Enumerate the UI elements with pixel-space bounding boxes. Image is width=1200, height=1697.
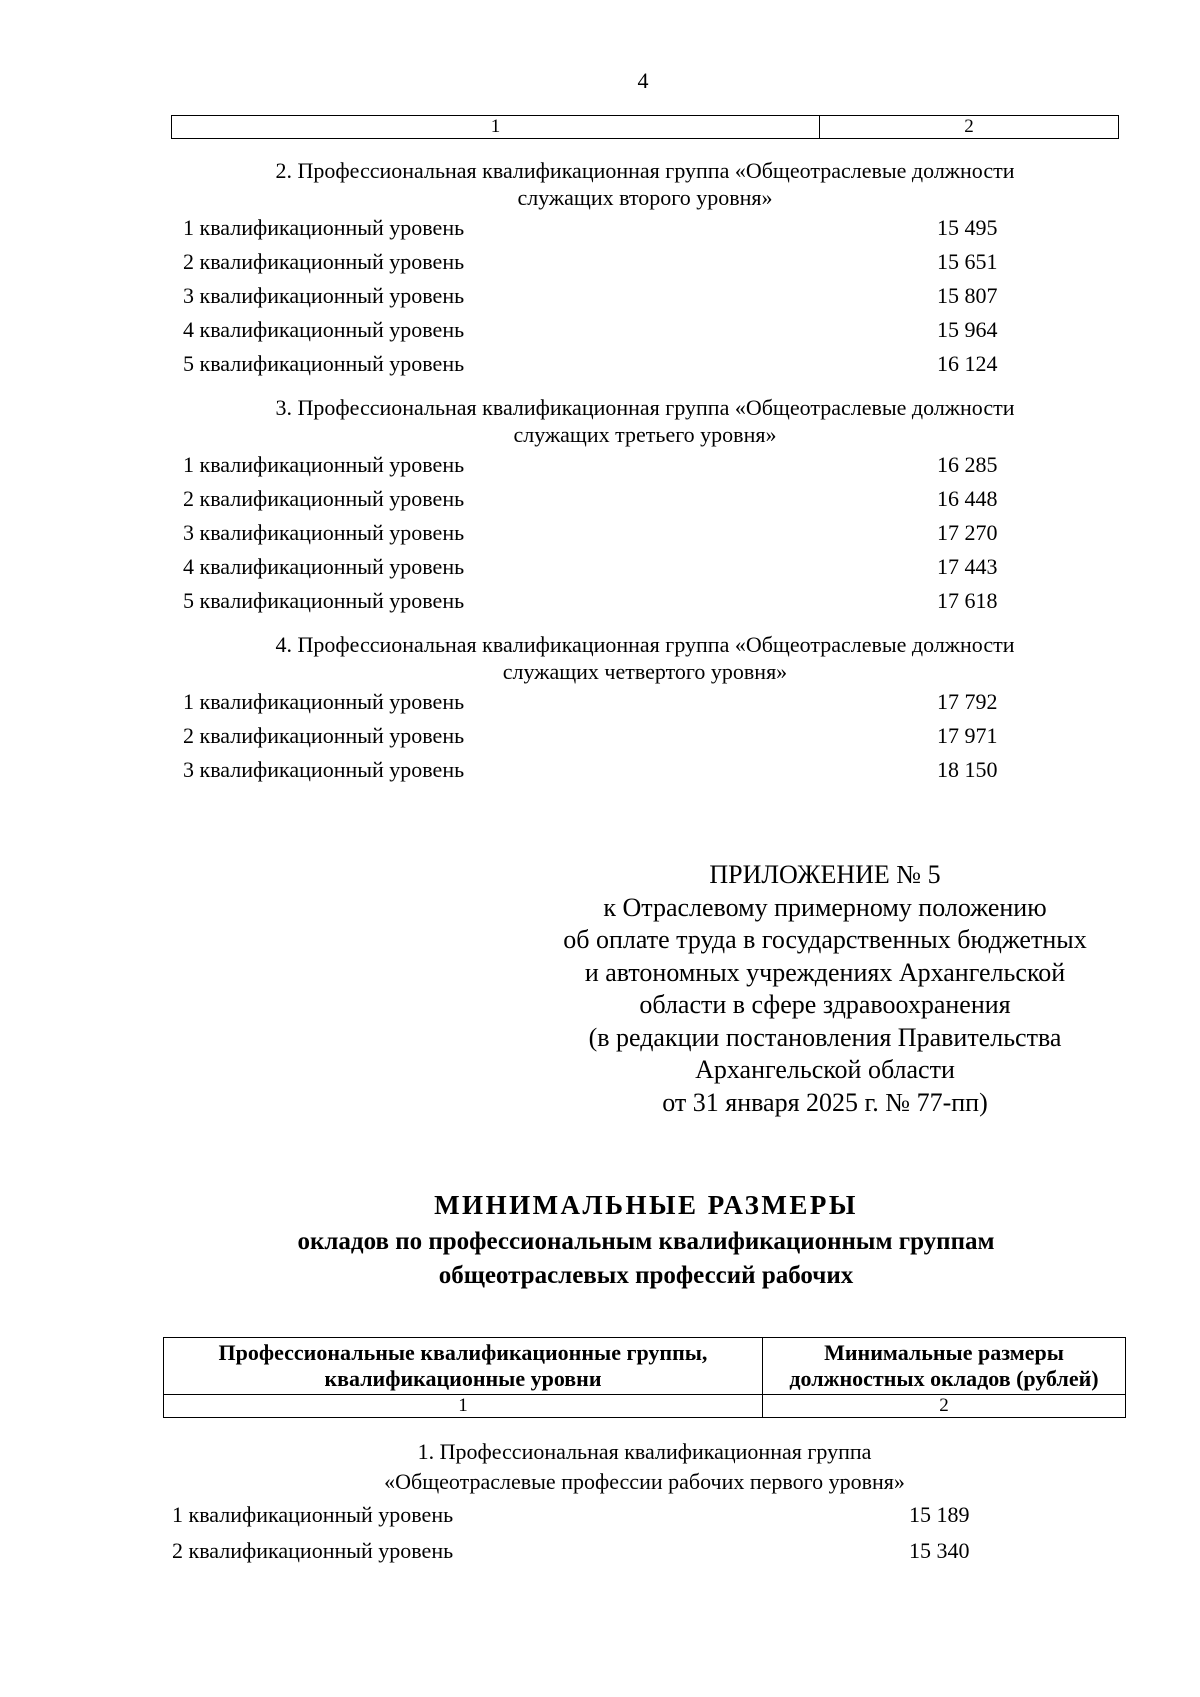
level-label: 3 квалификационный уровень — [183, 520, 465, 545]
document-subtitle: окладов по профессиональным квалификационным группам — [297, 1228, 995, 1255]
appendix-line: и автономных учреждениях Архангельской — [584, 957, 1066, 987]
column-number-1: 1 — [172, 116, 820, 138]
page-number: 4 — [637, 68, 649, 93]
table-row — [183, 315, 1103, 345]
level-label: 4 квалификационный уровень — [183, 554, 465, 579]
salary-value: 15 495 — [937, 215, 998, 240]
table-row — [183, 247, 1103, 277]
salary-value: 15 807 — [937, 283, 998, 308]
salary-value: 17 618 — [937, 588, 998, 613]
appendix-line: от 31 января 2025 г. № 77-пп) — [662, 1087, 988, 1117]
table-row — [183, 552, 1103, 582]
salary-table-header — [163, 1337, 1126, 1418]
salary-value: 17 971 — [937, 723, 998, 748]
table-header-row — [164, 1338, 1126, 1395]
table-row — [183, 586, 1103, 616]
header-text: должностных окладов (рублей) — [789, 1366, 1099, 1391]
salary-value: 16 448 — [937, 486, 998, 511]
level-label: 3 квалификационный уровень — [183, 283, 465, 308]
salary-value: 15 651 — [937, 249, 998, 274]
level-label: 2 квалификационный уровень — [183, 249, 465, 274]
document-subtitle: общеотраслевых профессий рабочих — [438, 1262, 854, 1289]
group-heading-line: 2. Профессиональная квалификационная группа «Общеотраслевые должности — [275, 158, 1015, 183]
level-label: 5 квалификационный уровень — [183, 351, 465, 376]
level-label: 1 квалификационный уровень — [183, 215, 465, 240]
group-heading — [171, 394, 1119, 448]
group-heading — [171, 157, 1119, 211]
salary-value: 15 189 — [909, 1502, 970, 1527]
table-row — [183, 721, 1103, 751]
group-heading-line: служащих второго уровня» — [517, 185, 773, 210]
table-row — [183, 687, 1103, 717]
salary-value: 18 150 — [937, 757, 998, 782]
group-heading — [171, 631, 1119, 685]
column-number-2: 2 — [763, 1395, 1126, 1418]
salary-value: 16 285 — [937, 452, 998, 477]
salary-value: 17 792 — [937, 689, 998, 714]
level-label: 3 квалификационный уровень — [183, 757, 465, 782]
column-number-row — [164, 1395, 1126, 1418]
table-row — [183, 213, 1103, 243]
table-row — [183, 450, 1103, 480]
header-cell-groups — [164, 1338, 763, 1395]
group-heading-line: служащих третьего уровня» — [513, 422, 777, 447]
group-heading-line: 4. Профессиональная квалификационная группа «Общеотраслевые должности — [275, 632, 1015, 657]
group-heading-line: 3. Профессиональная квалификационная группа «Общеотраслевые должности — [275, 395, 1015, 420]
group-heading-line: 1. Профессиональная квалификационная группа — [417, 1439, 872, 1464]
group-heading-line: служащих четвертого уровня» — [502, 659, 788, 684]
salary-value: 15 964 — [937, 317, 998, 342]
level-label: 1 квалификационный уровень — [183, 689, 465, 714]
appendix-header — [520, 859, 1130, 1119]
appendix-line: (в редакции постановления Правительства — [588, 1022, 1062, 1052]
level-label: 4 квалификационный уровень — [183, 317, 465, 342]
level-label: 2 квалификационный уровень — [183, 723, 465, 748]
header-text: квалификационные уровни — [324, 1366, 602, 1391]
level-label: 1 квалификационный уровень — [183, 452, 465, 477]
table-row — [172, 1498, 1092, 1532]
group-heading-line: «Общеотраслевые профессии рабочих первого уровня» — [384, 1469, 905, 1494]
level-label: 1 квалификационный уровень — [172, 1502, 454, 1527]
table-row — [183, 484, 1103, 514]
table-row — [183, 349, 1103, 379]
salary-value: 16 124 — [937, 351, 998, 376]
appendix-line: области в сфере здравоохранения — [639, 990, 1011, 1019]
document-title: МИНИМАЛЬНЫЕ РАЗМЕРЫ — [434, 1190, 858, 1220]
appendix-line: Архангельской области — [695, 1055, 955, 1084]
table-row — [172, 1534, 1092, 1568]
header-cell-salary — [763, 1338, 1126, 1395]
salary-value: 17 270 — [937, 520, 998, 545]
salary-value: 17 443 — [937, 554, 998, 579]
column-number-table — [171, 115, 1119, 139]
table-row — [183, 518, 1103, 548]
level-label: 2 квалификационный уровень — [183, 486, 465, 511]
level-label: 5 квалификационный уровень — [183, 588, 465, 613]
column-number-1: 1 — [164, 1395, 763, 1418]
column-number-2: 2 — [964, 116, 974, 137]
salary-value: 15 340 — [909, 1538, 970, 1563]
appendix-line: об оплате труда в государственных бюджетных — [563, 925, 1087, 954]
level-label: 2 квалификационный уровень — [172, 1538, 454, 1563]
header-text: Профессиональные квалификационные группы, — [218, 1340, 708, 1365]
table-row — [183, 755, 1103, 785]
group-heading — [163, 1437, 1126, 1497]
appendix-line: ПРИЛОЖЕНИЕ № 5 — [709, 860, 941, 889]
appendix-line: к Отраслевому примерному положению — [603, 892, 1047, 922]
header-text: Минимальные размеры — [824, 1340, 1064, 1365]
table-row — [183, 281, 1103, 311]
